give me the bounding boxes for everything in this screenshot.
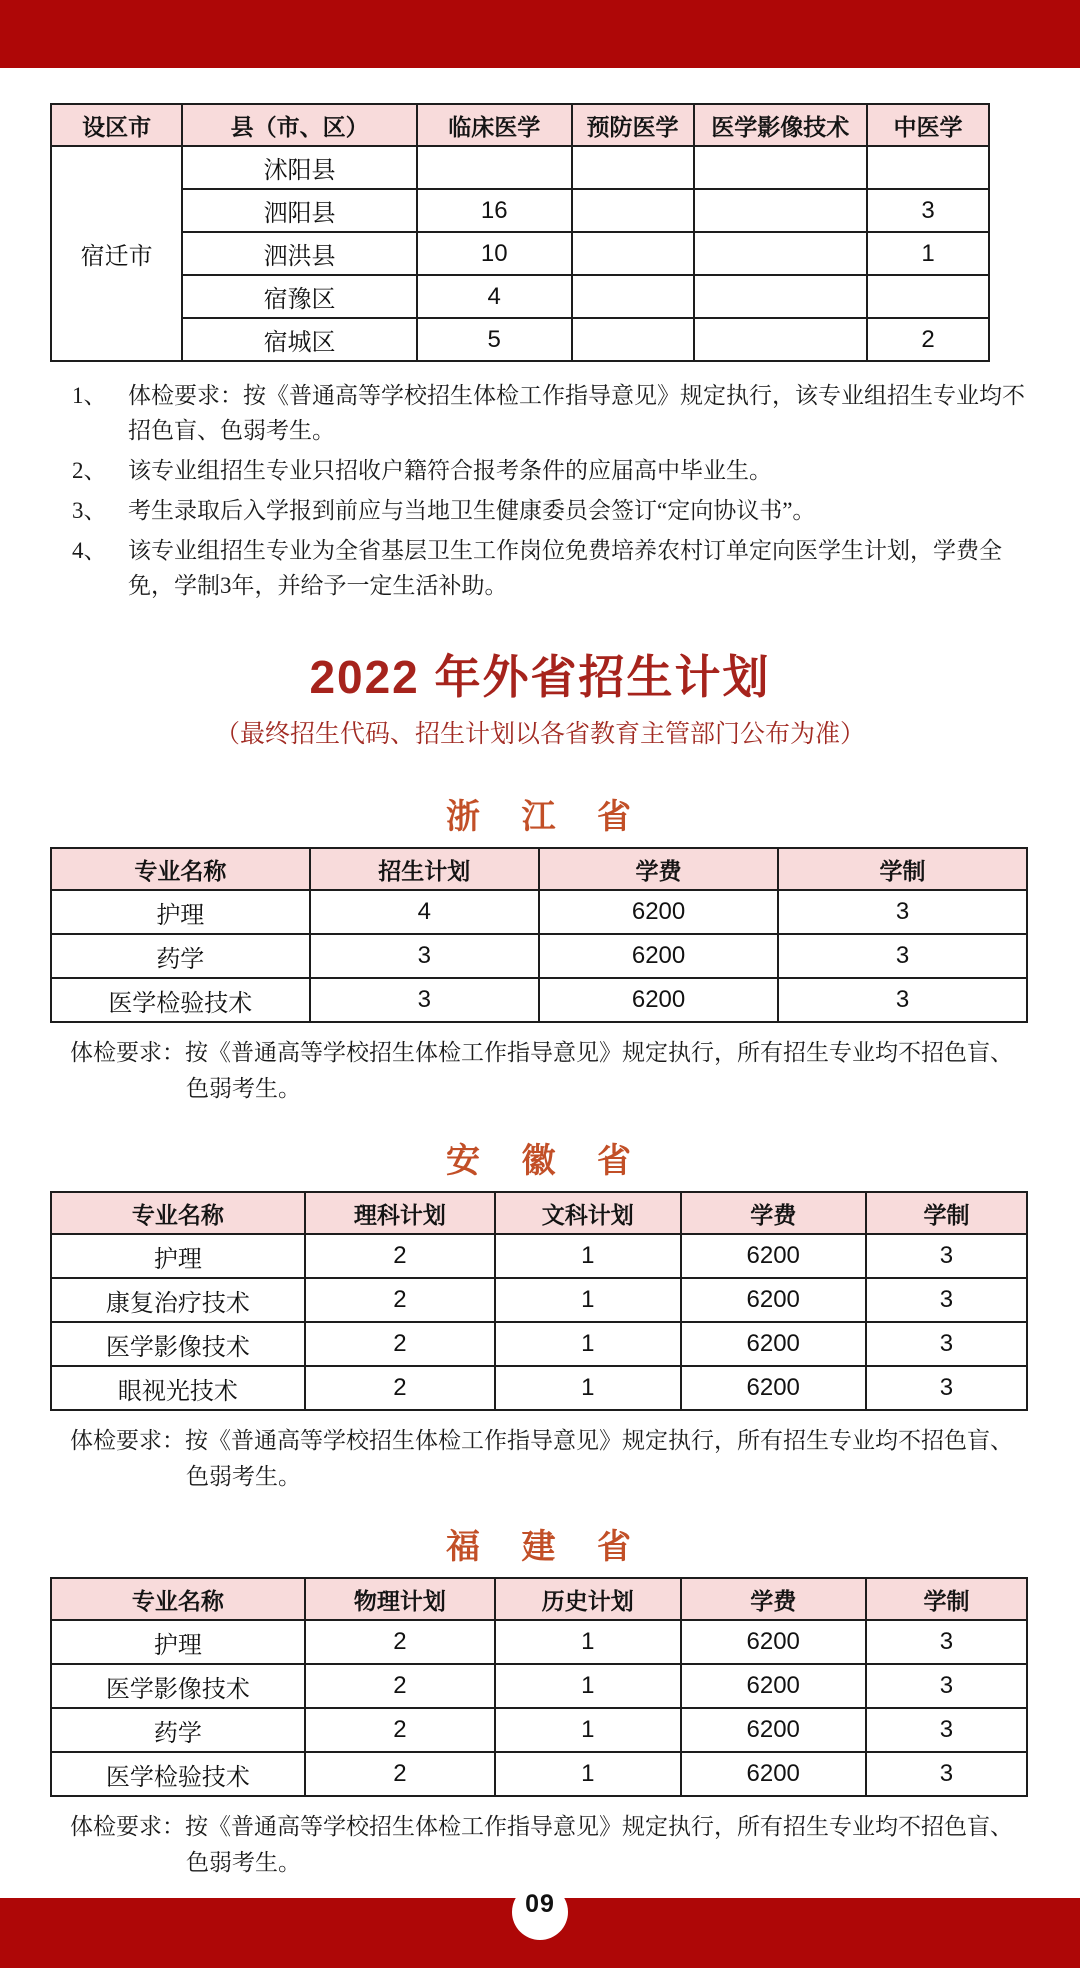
table-cell: 3 — [866, 1234, 1027, 1278]
county-plan-table — [50, 103, 990, 362]
table-cell: 3 — [778, 890, 1027, 934]
table-cell: 1 — [867, 232, 989, 275]
note-item — [72, 378, 1034, 448]
table-cell: 1 — [495, 1322, 680, 1366]
table-row — [51, 275, 989, 318]
col-header-city: 设区市 — [51, 104, 182, 146]
table-cell: 6200 — [539, 890, 778, 934]
table-cell: 6200 — [681, 1752, 866, 1796]
table-cell: 6200 — [681, 1708, 866, 1752]
table-cell: 3 — [310, 934, 539, 978]
table-cell — [867, 146, 989, 189]
province-plan-table-fujian — [50, 1577, 1028, 1797]
table-row — [51, 146, 989, 189]
table-cell — [417, 146, 572, 189]
col-header-history-plan: 历史计划 — [495, 1578, 680, 1620]
table-cell: 医学影像技术 — [51, 1322, 305, 1366]
col-header-clinical: 临床医学 — [417, 104, 572, 146]
page-subtitle: （最终招生代码、招生计划以各省教育主管部门公布为准） — [214, 720, 865, 748]
col-header-county: 县（市、区） — [182, 104, 417, 146]
table-row — [51, 934, 1027, 978]
col-header-physics-plan: 物理计划 — [305, 1578, 495, 1620]
city-cell: 宿迁市 — [51, 146, 182, 361]
table-cell: 3 — [866, 1366, 1027, 1410]
table-cell: 3 — [778, 934, 1027, 978]
table-cell: 3 — [866, 1278, 1027, 1322]
table-cell: 6200 — [681, 1278, 866, 1322]
table-header-row — [51, 1192, 1027, 1234]
col-header-science-plan: 理科计划 — [305, 1192, 495, 1234]
table-cell: 护理 — [51, 890, 310, 934]
table-cell: 10 — [417, 232, 572, 275]
table-cell: 6200 — [681, 1664, 866, 1708]
table-cell: 2 — [305, 1620, 495, 1664]
top-red-bar — [0, 0, 1080, 68]
province-section-title-fujian: 福 建 省 — [446, 1528, 634, 1566]
health-check-note: 体检要求：按《普通高等学校招生体检工作指导意见》规定执行，所有招生专业均不招色盲、色弱考生。 — [70, 1040, 1013, 1101]
note-item — [72, 493, 1034, 528]
table-cell: 2 — [305, 1708, 495, 1752]
col-header-major: 专业名称 — [51, 1192, 305, 1234]
table-cell — [572, 275, 694, 318]
table-cell — [694, 189, 868, 232]
page-title: 2022 年外省招生计划 — [309, 651, 771, 703]
col-header-major: 专业名称 — [51, 848, 310, 890]
table-cell: 2 — [305, 1322, 495, 1366]
table-cell: 3 — [866, 1752, 1027, 1796]
table-cell — [572, 318, 694, 361]
page-content — [0, 68, 1080, 1881]
col-header-tuition: 学费 — [681, 1578, 866, 1620]
table-row — [51, 1708, 1027, 1752]
health-check-note: 体检要求：按《普通高等学校招生体检工作指导意见》规定执行，所有招生专业均不招色盲、色弱考生。 — [70, 1814, 1013, 1875]
table-cell: 泗阳县 — [182, 189, 417, 232]
table-cell: 6200 — [681, 1322, 866, 1366]
col-header-arts-plan: 文科计划 — [495, 1192, 680, 1234]
table-cell: 眼视光技术 — [51, 1366, 305, 1410]
table-row — [51, 232, 989, 275]
note-number: 1、 — [72, 383, 107, 408]
table-cell: 3 — [866, 1708, 1027, 1752]
table-cell: 药学 — [51, 934, 310, 978]
notes-list — [72, 378, 1034, 603]
table-cell: 宿豫区 — [182, 275, 417, 318]
table-cell: 3 — [310, 978, 539, 1022]
table-cell — [694, 318, 868, 361]
col-header-duration: 学制 — [866, 1192, 1027, 1234]
table-cell — [572, 232, 694, 275]
col-header-preventive: 预防医学 — [572, 104, 694, 146]
table-cell: 4 — [417, 275, 572, 318]
table-cell — [694, 232, 868, 275]
table-cell: 3 — [866, 1322, 1027, 1366]
province-plan-table-zhejiang — [50, 847, 1028, 1023]
table-cell: 护理 — [51, 1620, 305, 1664]
table-cell: 2 — [305, 1234, 495, 1278]
table-cell: 2 — [305, 1752, 495, 1796]
note-item — [72, 533, 1034, 603]
table-row — [51, 978, 1027, 1022]
note-number: 2、 — [72, 458, 107, 483]
table-cell: 3 — [866, 1664, 1027, 1708]
province-section-title-zhejiang: 浙 江 省 — [446, 798, 634, 836]
col-header-imaging: 医学影像技术 — [694, 104, 868, 146]
table-cell: 1 — [495, 1620, 680, 1664]
table-cell: 1 — [495, 1708, 680, 1752]
table-cell: 3 — [778, 978, 1027, 1022]
table-cell: 药学 — [51, 1708, 305, 1752]
col-header-tuition: 学费 — [539, 848, 778, 890]
table-cell — [572, 146, 694, 189]
table-row — [51, 1322, 1027, 1366]
note-item — [72, 453, 1034, 488]
table-row — [51, 1366, 1027, 1410]
table-row — [51, 1664, 1027, 1708]
table-header-row — [51, 1578, 1027, 1620]
col-header-tcm: 中医学 — [867, 104, 989, 146]
table-cell: 2 — [867, 318, 989, 361]
table-cell: 1 — [495, 1664, 680, 1708]
table-cell: 4 — [310, 890, 539, 934]
note-text: 体检要求：按《普通高等学校招生体检工作指导意见》规定执行，该专业组招生专业均不招色盲、色弱考生。 — [128, 383, 1025, 443]
table-cell: 1 — [495, 1234, 680, 1278]
table-cell: 沭阳县 — [182, 146, 417, 189]
table-cell: 1 — [495, 1752, 680, 1796]
table-row — [51, 890, 1027, 934]
table-cell: 3 — [867, 189, 989, 232]
table-cell: 3 — [866, 1620, 1027, 1664]
note-number: 4、 — [72, 538, 107, 563]
table-cell — [572, 189, 694, 232]
table-cell: 2 — [305, 1366, 495, 1410]
table-cell: 护理 — [51, 1234, 305, 1278]
table-cell: 6200 — [681, 1620, 866, 1664]
table-header-row — [51, 848, 1027, 890]
table-row — [51, 1752, 1027, 1796]
province-section-title-anhui: 安 徽 省 — [446, 1142, 634, 1180]
table-row — [51, 318, 989, 361]
table-cell: 宿城区 — [182, 318, 417, 361]
table-cell — [867, 275, 989, 318]
col-header-duration: 学制 — [866, 1578, 1027, 1620]
page-number-badge — [512, 1884, 568, 1940]
footer-red-bar — [0, 1889, 1080, 1968]
col-header-tuition: 学费 — [681, 1192, 866, 1234]
health-check-note: 体检要求：按《普通高等学校招生体检工作指导意见》规定执行，所有招生专业均不招色盲、色弱考生。 — [70, 1428, 1013, 1489]
county-table-header-row — [51, 104, 989, 146]
table-row — [51, 1234, 1027, 1278]
table-cell: 5 — [417, 318, 572, 361]
table-cell: 1 — [495, 1366, 680, 1410]
col-header-major: 专业名称 — [51, 1578, 305, 1620]
table-cell: 医学影像技术 — [51, 1664, 305, 1708]
table-cell: 6200 — [681, 1234, 866, 1278]
province-plan-table-anhui — [50, 1191, 1028, 1411]
table-cell: 2 — [305, 1664, 495, 1708]
table-row — [51, 1278, 1027, 1322]
table-cell: 康复治疗技术 — [51, 1278, 305, 1322]
page-number: 09 — [525, 1889, 555, 1918]
table-cell: 16 — [417, 189, 572, 232]
table-cell: 2 — [305, 1278, 495, 1322]
note-number: 3、 — [72, 498, 107, 523]
table-cell — [694, 146, 868, 189]
table-row — [51, 1620, 1027, 1664]
table-cell: 泗洪县 — [182, 232, 417, 275]
note-text: 该专业组招生专业为全省基层卫生工作岗位免费培养农村订单定向医学生计划，学费全免，学制3年，并给予一定生活补助。 — [128, 538, 1002, 598]
col-header-duration: 学制 — [778, 848, 1027, 890]
table-cell — [694, 275, 868, 318]
col-header-plan: 招生计划 — [310, 848, 539, 890]
note-text: 该专业组招生专业只招收户籍符合报考条件的应届高中毕业生。 — [128, 458, 772, 483]
table-cell: 6200 — [539, 978, 778, 1022]
table-cell: 6200 — [539, 934, 778, 978]
table-cell: 1 — [495, 1278, 680, 1322]
table-row — [51, 189, 989, 232]
table-cell: 医学检验技术 — [51, 1752, 305, 1796]
table-cell: 医学检验技术 — [51, 978, 310, 1022]
note-text: 考生录取后入学报到前应与当地卫生健康委员会签订“定向协议书”。 — [128, 498, 816, 523]
table-cell: 6200 — [681, 1366, 866, 1410]
